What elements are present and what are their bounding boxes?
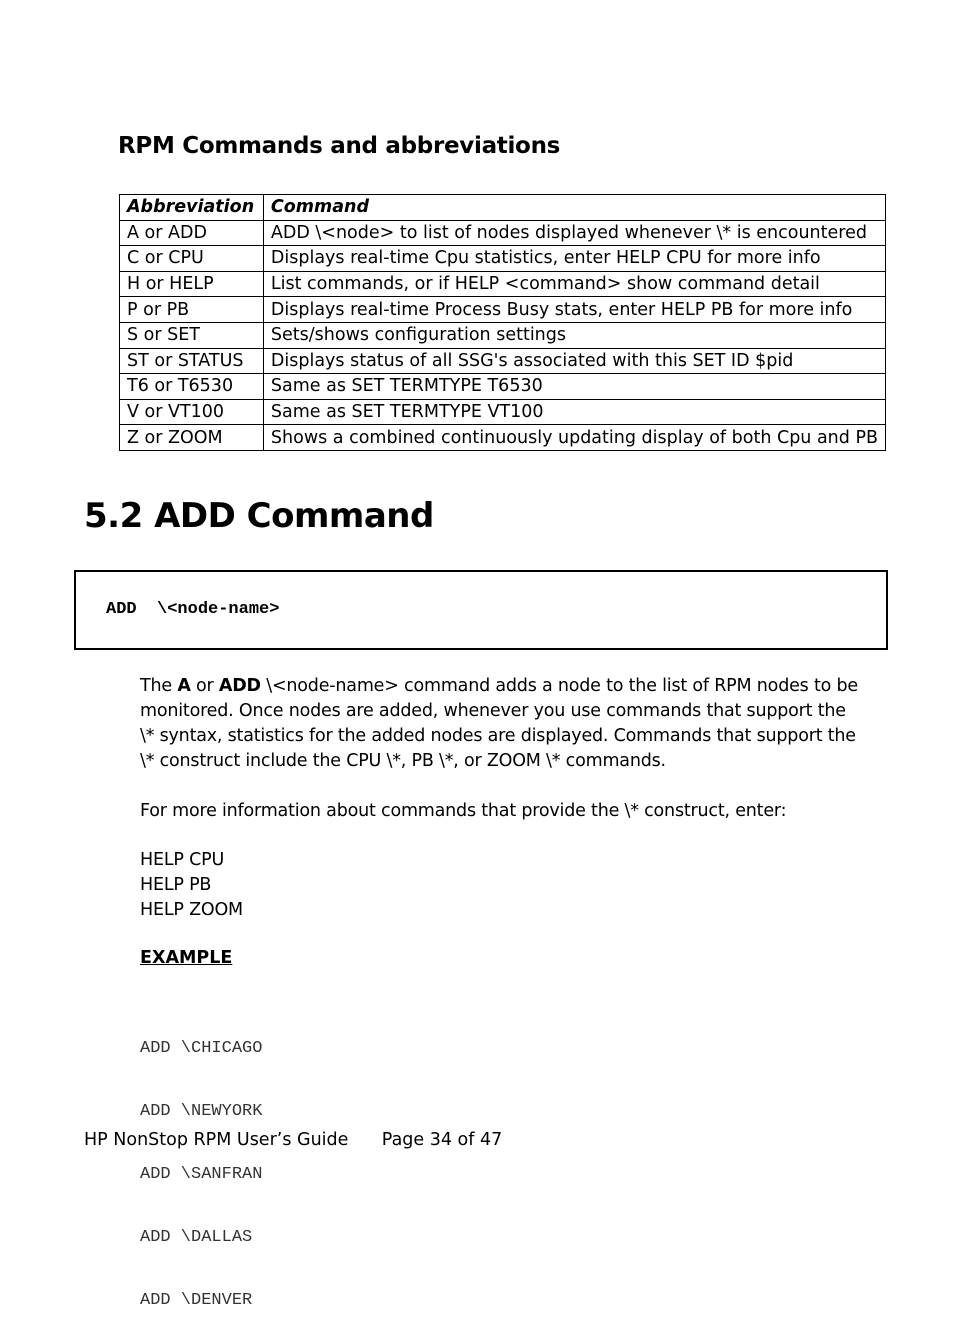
table-row [120, 246, 886, 272]
example-code-line: ADD \DALLAS [140, 1228, 253, 1247]
example-code-line: ADD \SANFRAN [140, 1165, 263, 1184]
abbreviation-cell: C or CPU [120, 246, 264, 272]
help-command-line: HELP CPU [140, 850, 225, 870]
abbreviation-cell: P or PB [120, 297, 264, 323]
more-info-paragraph: For more information about commands that provide the \* construct, enter: [140, 801, 787, 821]
section-title: RPM Commands and abbreviations [118, 133, 561, 159]
command-cell: ADD \<node> to list of nodes displayed whenever \* is encountered [263, 220, 885, 246]
footer-guide-title: HP NonStop RPM User’s Guide [84, 1130, 349, 1150]
help-command-line: HELP ZOOM [140, 900, 243, 920]
description-text: \<node-name> command adds a node to the list of RPM nodes to be monitored. Once nodes are added, whenever you use commands that support the \* syntax, statistics for the added nodes are displayed. Commands that support the \* construct include the CPU \*, PB \*, or ZOOM \* commands. [140, 676, 858, 771]
command-cell: Same as SET TERMTYPE VT100 [263, 399, 885, 425]
abbreviation-cell: V or VT100 [120, 399, 264, 425]
description-text: or [190, 676, 219, 696]
description-text: The [140, 676, 178, 696]
table-row [120, 220, 886, 246]
table-row [120, 297, 886, 323]
abbreviation-cell: Z or ZOOM [120, 425, 264, 451]
example-code-line: ADD \NEWYORK [140, 1102, 263, 1121]
page-heading: 5.2 ADD Command [84, 496, 434, 536]
description-keyword-add: ADD [218, 676, 261, 696]
table-row [120, 348, 886, 374]
command-cell: Shows a combined continuously updating display of both Cpu and PB [263, 425, 885, 451]
table-header-row [120, 195, 886, 221]
command-cell: Same as SET TERMTYPE T6530 [263, 374, 885, 400]
abbreviation-cell: T6 or T6530 [120, 374, 264, 400]
abbreviation-cell: ST or STATUS [120, 348, 264, 374]
help-command-list [140, 848, 860, 923]
commands-table [119, 194, 886, 451]
command-cell: Sets/shows configuration settings [263, 322, 885, 348]
abbreviation-cell: H or HELP [120, 271, 264, 297]
description-keyword-a: A [177, 676, 191, 696]
example-code-line: ADD \CHICAGO [140, 1039, 263, 1058]
abbreviation-cell: S or SET [120, 322, 264, 348]
abbreviation-cell: A or ADD [120, 220, 264, 246]
table-row [120, 425, 886, 451]
syntax-box [74, 570, 888, 650]
example-code-line: ADD \DENVER [140, 1291, 253, 1310]
table-row [120, 271, 886, 297]
command-cell: Displays real-time Process Busy stats, enter HELP PB for more info [263, 297, 885, 323]
page-footer [84, 1130, 502, 1150]
command-cell: Displays real-time Cpu statistics, enter HELP CPU for more info [263, 246, 885, 272]
column-header-abbreviation: Abbreviation [120, 195, 264, 221]
column-header-command: Command [263, 195, 885, 221]
command-cell: Displays status of all SSG's associated with this SET ID $pid [263, 348, 885, 374]
example-label: EXAMPLE [140, 948, 233, 968]
description-paragraph [140, 674, 860, 774]
footer-page-number: Page 34 of 47 [381, 1130, 503, 1150]
help-command-line: HELP PB [140, 875, 212, 895]
example-code [140, 996, 262, 1332]
table-row [120, 399, 886, 425]
table-row [120, 374, 886, 400]
command-cell: List commands, or if HELP <command> show command detail [263, 271, 885, 297]
table-row [120, 322, 886, 348]
syntax-code: ADD \<node-name> [106, 600, 280, 619]
